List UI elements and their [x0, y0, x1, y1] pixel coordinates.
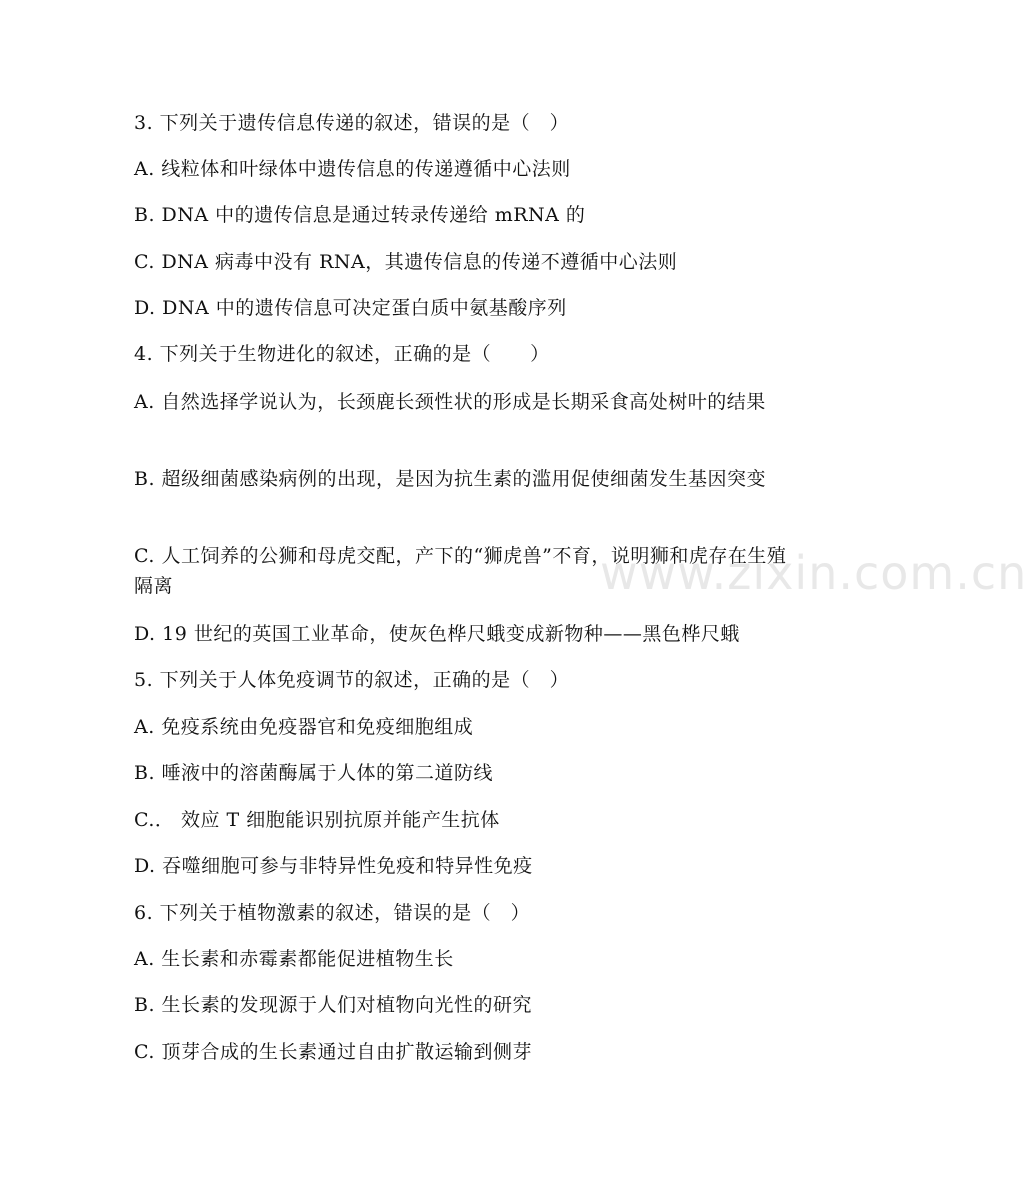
question-4-option-b: B. 超级细菌感染病例的出现，是因为抗生素的滥用促使细菌发生基因突变	[134, 468, 767, 490]
question-5-option-b: B. 唾液中的溶菌酶属于人体的第二道防线	[134, 762, 494, 784]
question-4-option-d: D. 19 世纪的英国工业革命，使灰色桦尺蛾变成新物种——黑色桦尺蛾	[134, 623, 740, 645]
question-4-stem: 4. 下列关于生物进化的叙述，正确的是（ ）	[134, 343, 550, 365]
question-6-stem: 6. 下列关于植物激素的叙述，错误的是（ ）	[134, 902, 531, 924]
watermark: www.zixin.com.cn	[600, 546, 1027, 600]
question-5-stem: 5. 下列关于人体免疫调节的叙述，正确的是（ ）	[134, 669, 570, 691]
question-5-option-c: C.． 效应 T 细胞能识别抗原并能产生抗体	[134, 809, 500, 831]
question-3-option-c: C. DNA 病毒中没有 RNA，其遗传信息的传递不遵循中心法则	[134, 251, 678, 273]
question-4-option-a: A. 自然选择学说认为，长颈鹿长颈性状的形成是长期采食高处树叶的结果	[134, 391, 766, 413]
question-5-option-d: D. 吞噬细胞可参与非特异性免疫和特异性免疫	[134, 855, 533, 877]
question-3-option-b: B. DNA 中的遗传信息是通过转录传递给 mRNA 的	[134, 204, 586, 226]
question-5-option-a: A. 免疫系统由免疫器官和免疫细胞组成	[134, 716, 474, 738]
question-4-option-c: C. 人工饲养的公狮和母虎交配，产下的“狮虎兽”不育，说明狮和虎存在生殖隔离	[134, 545, 787, 597]
question-3-option-a: A. 线粒体和叶绿体中遗传信息的传递遵循中心法则	[134, 158, 571, 180]
question-6-option-b: B. 生长素的发现源于人们对植物向光性的研究	[134, 994, 533, 1016]
question-3-stem: 3. 下列关于遗传信息传递的叙述，错误的是（ ）	[134, 112, 570, 134]
question-6-option-c: C. 顶芽合成的生长素通过自由扩散运输到侧芽	[134, 1041, 532, 1063]
question-3-option-d: D. DNA 中的遗传信息可决定蛋白质中氨基酸序列	[134, 297, 567, 319]
question-6-option-a: A. 生长素和赤霉素都能促进植物生长	[134, 948, 454, 970]
